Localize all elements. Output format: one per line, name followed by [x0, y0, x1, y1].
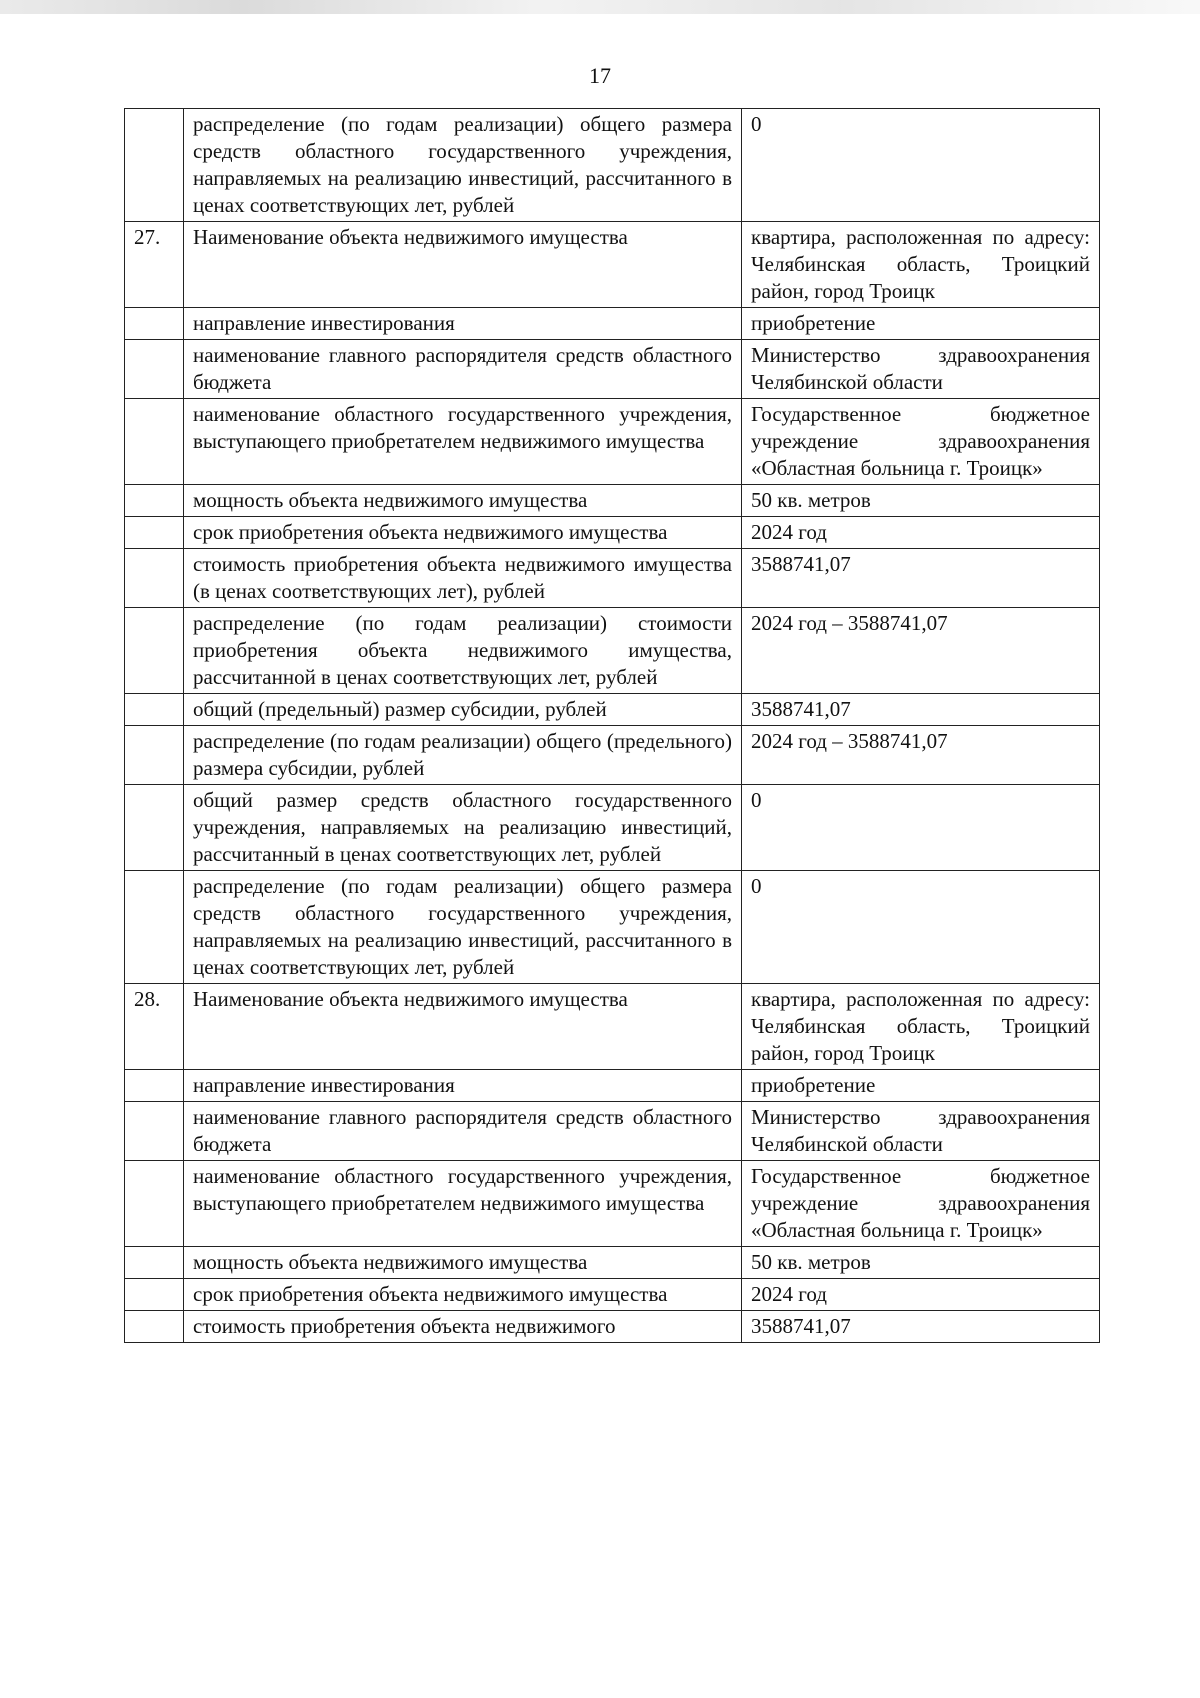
row-number — [125, 517, 184, 549]
row-label: срок приобретения объекта недвижимого имущества — [184, 1279, 742, 1311]
row-label: распределение (по годам реализации) общего (предельного) размера субсидии, рублей — [184, 726, 742, 785]
row-number — [125, 1070, 184, 1102]
row-number — [125, 1279, 184, 1311]
row-label: распределение (по годам реализации) стоимости приобретения объекта недвижимого имущества, рассчитанной в ценах соответствующих лет, рублей — [184, 608, 742, 694]
row-label: направление инвестирования — [184, 1070, 742, 1102]
row-value: 50 кв. метров — [742, 1247, 1100, 1279]
row-label: наименование областного государственного учреждения, выступающего приобретателем недвижимого имущества — [184, 399, 742, 485]
table-row — [125, 1247, 1100, 1279]
table-row — [125, 608, 1100, 694]
table-row — [125, 399, 1100, 485]
row-value: квартира, расположенная по адресу: Челябинская область, Троицкий район, город Троицк — [742, 984, 1100, 1070]
table-row — [125, 1311, 1100, 1343]
row-value: 2024 год — [742, 517, 1100, 549]
table-row — [125, 871, 1100, 984]
row-number — [125, 308, 184, 340]
row-number — [125, 1161, 184, 1247]
row-value: Министерство здравоохранения Челябинской области — [742, 340, 1100, 399]
row-number: 28. — [125, 984, 184, 1070]
row-label: стоимость приобретения объекта недвижимого — [184, 1311, 742, 1343]
row-number — [125, 608, 184, 694]
table-row — [125, 984, 1100, 1070]
row-number — [125, 340, 184, 399]
row-label: распределение (по годам реализации) общего размера средств областного государственного учреждения, направляемых на реализацию инвестиций, рассчитанного в ценах соответствующих лет, рублей — [184, 109, 742, 222]
investment-objects-table — [124, 108, 1100, 1343]
row-value: 2024 год – 3588741,07 — [742, 608, 1100, 694]
row-number — [125, 1311, 184, 1343]
row-label: мощность объекта недвижимого имущества — [184, 1247, 742, 1279]
row-label: наименование главного распорядителя средств областного бюджета — [184, 1102, 742, 1161]
row-value: приобретение — [742, 1070, 1100, 1102]
row-number — [125, 1247, 184, 1279]
row-label: стоимость приобретения объекта недвижимого имущества (в ценах соответствующих лет), рублей — [184, 549, 742, 608]
row-label: направление инвестирования — [184, 308, 742, 340]
row-number: 27. — [125, 222, 184, 308]
row-label: Наименование объекта недвижимого имущества — [184, 222, 742, 308]
table-row — [125, 1279, 1100, 1311]
row-label: мощность объекта недвижимого имущества — [184, 485, 742, 517]
row-label: общий размер средств областного государственного учреждения, направляемых на реализацию инвестиций, рассчитанный в ценах соответствующих лет, рублей — [184, 785, 742, 871]
table-row — [125, 694, 1100, 726]
table-row — [125, 308, 1100, 340]
row-label: распределение (по годам реализации) общего размера средств областного государственного учреждения, направляемых на реализацию инвестиций, рассчитанного в ценах соответствующих лет, рублей — [184, 871, 742, 984]
row-number — [125, 1102, 184, 1161]
row-label: наименование главного распорядителя средств областного бюджета — [184, 340, 742, 399]
row-number — [125, 726, 184, 785]
table-row — [125, 549, 1100, 608]
table-row — [125, 726, 1100, 785]
row-value: приобретение — [742, 308, 1100, 340]
row-value: 50 кв. метров — [742, 485, 1100, 517]
row-number — [125, 549, 184, 608]
row-value: Государственное бюджетное учреждение здравоохранения «Областная больница г. Троицк» — [742, 1161, 1100, 1247]
row-value: Государственное бюджетное учреждение здравоохранения «Областная больница г. Троицк» — [742, 399, 1100, 485]
row-label: Наименование объекта недвижимого имущества — [184, 984, 742, 1070]
row-number — [125, 485, 184, 517]
row-number — [125, 871, 184, 984]
row-value: 0 — [742, 109, 1100, 222]
row-value: 2024 год – 3588741,07 — [742, 726, 1100, 785]
table-row — [125, 222, 1100, 308]
table-row — [125, 1161, 1100, 1247]
table-row — [125, 785, 1100, 871]
row-number — [125, 785, 184, 871]
table-row — [125, 485, 1100, 517]
row-number — [125, 694, 184, 726]
table-row — [125, 517, 1100, 549]
row-number — [125, 109, 184, 222]
row-label: срок приобретения объекта недвижимого имущества — [184, 517, 742, 549]
row-value: 0 — [742, 785, 1100, 871]
row-value: 3588741,07 — [742, 694, 1100, 726]
scan-top-edge — [0, 0, 1200, 14]
row-value: 0 — [742, 871, 1100, 984]
row-label: наименование областного государственного учреждения, выступающего приобретателем недвижимого имущества — [184, 1161, 742, 1247]
table-row — [125, 1102, 1100, 1161]
row-value: квартира, расположенная по адресу: Челябинская область, Троицкий район, город Троицк — [742, 222, 1100, 308]
row-number — [125, 399, 184, 485]
table-row — [125, 340, 1100, 399]
row-value: Министерство здравоохранения Челябинской области — [742, 1102, 1100, 1161]
table-row — [125, 109, 1100, 222]
row-value: 3588741,07 — [742, 1311, 1100, 1343]
table-row — [125, 1070, 1100, 1102]
row-label: общий (предельный) размер субсидии, рублей — [184, 694, 742, 726]
row-value: 2024 год — [742, 1279, 1100, 1311]
page-number: 17 — [589, 63, 611, 88]
row-value: 3588741,07 — [742, 549, 1100, 608]
